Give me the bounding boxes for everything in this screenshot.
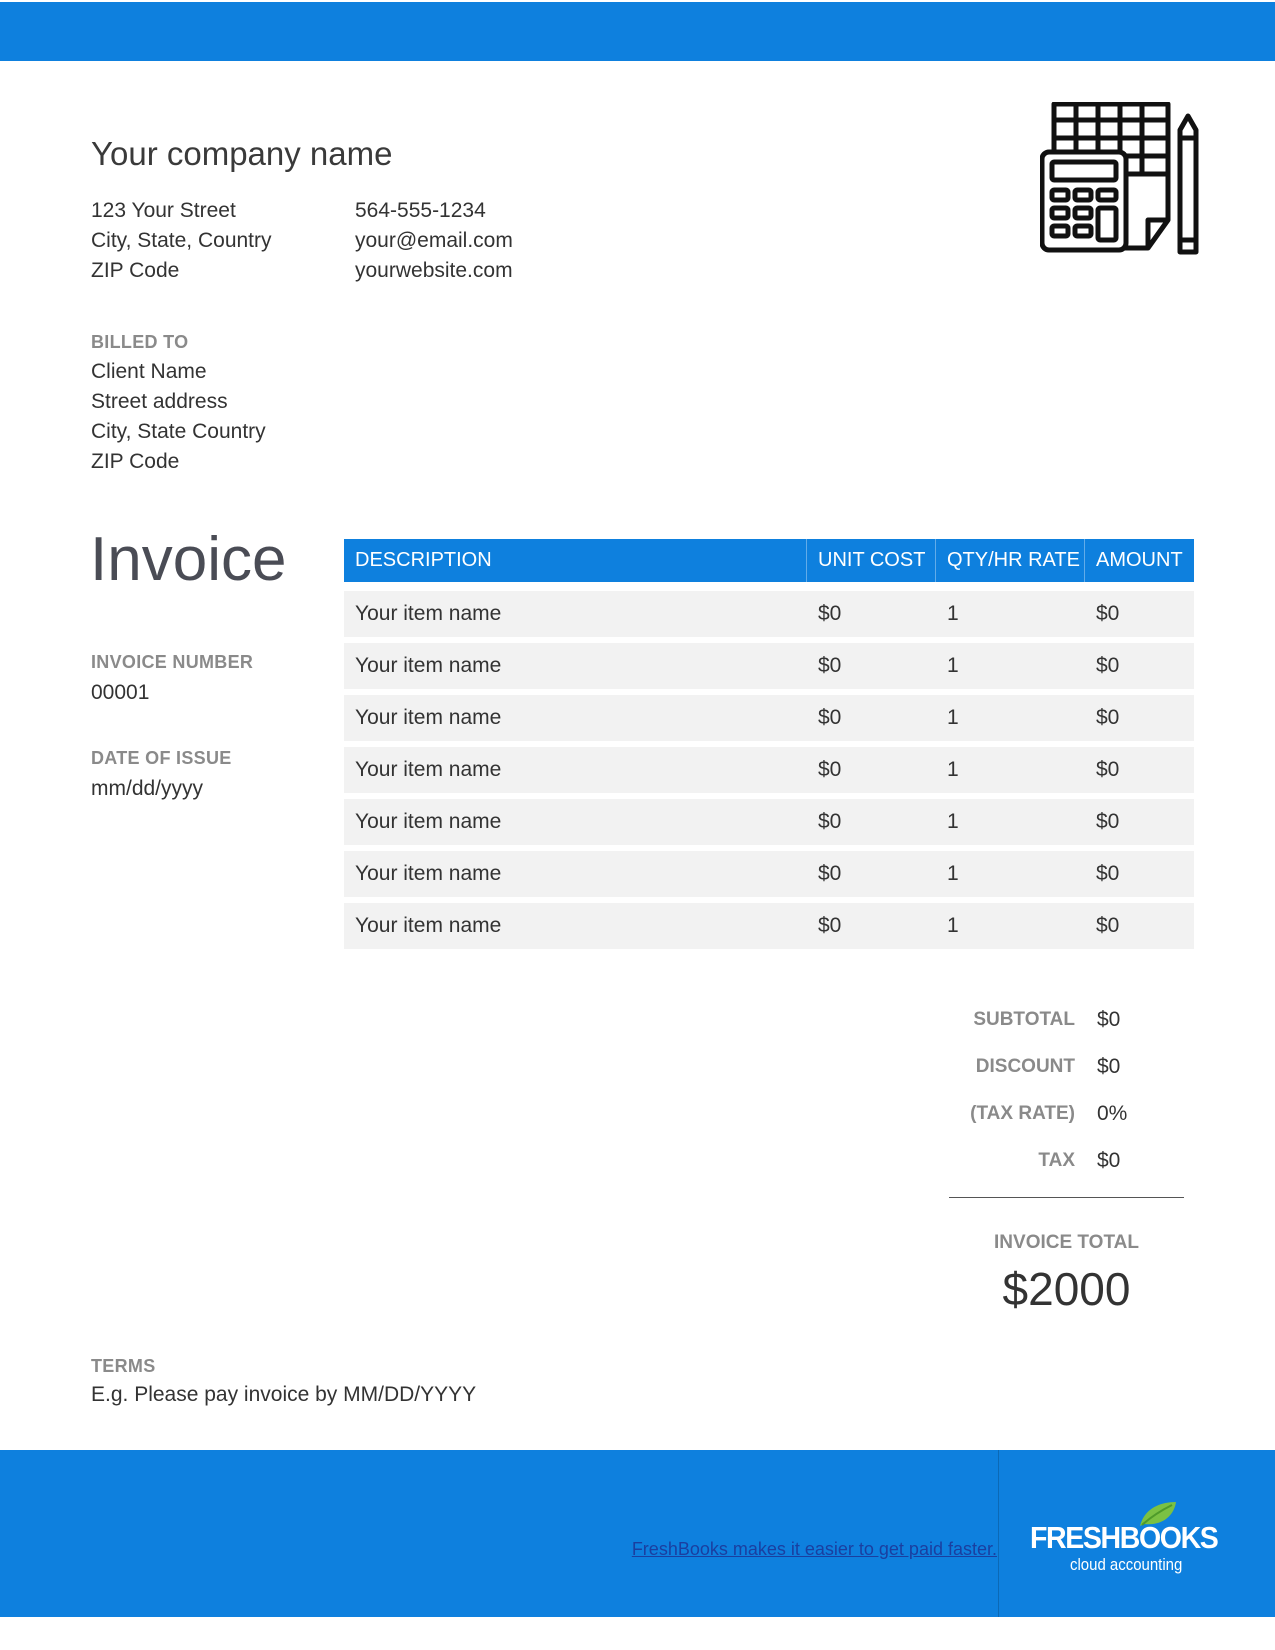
item-unit-cost: $0 — [818, 706, 842, 729]
item-unit-cost: $0 — [818, 914, 842, 937]
table-row — [344, 591, 1194, 637]
table-row — [344, 851, 1194, 897]
item-description: Your item name — [355, 758, 502, 781]
table-row — [344, 747, 1194, 793]
footer-divider — [998, 1450, 999, 1617]
footer-banner — [0, 1450, 1275, 1617]
item-description: Your item name — [355, 602, 502, 625]
tax-rate-value: 0% — [1097, 1101, 1128, 1125]
invoice-number-block — [91, 652, 253, 705]
tax-rate-label: (TAX RATE) — [970, 1102, 1075, 1124]
invoice-number: 00001 — [91, 681, 150, 704]
item-description: Your item name — [355, 706, 502, 729]
totals-summary — [900, 996, 1200, 1184]
address-line: ZIP Code — [91, 259, 180, 282]
table-row — [344, 903, 1194, 949]
client-zip: ZIP Code — [91, 450, 180, 473]
client-name: Client Name — [91, 360, 207, 383]
item-qty: 1 — [947, 654, 959, 677]
company-phone: 564-555-1234 — [355, 199, 486, 222]
item-description: Your item name — [355, 810, 502, 833]
item-description: Your item name — [355, 914, 502, 937]
totals-divider — [949, 1197, 1184, 1198]
header-amount: AMOUNT — [1096, 549, 1183, 571]
table-body — [344, 591, 1194, 949]
item-qty: 1 — [947, 810, 959, 833]
tax-row — [900, 1137, 1200, 1184]
top-banner — [0, 2, 1275, 61]
item-qty: 1 — [947, 758, 959, 781]
item-description: Your item name — [355, 654, 502, 677]
item-amount: $0 — [1096, 862, 1120, 885]
terms-label: TERMS — [91, 1356, 156, 1376]
address-line: City, State, Country — [91, 229, 272, 252]
item-unit-cost: $0 — [818, 602, 842, 625]
invoice-number-label: INVOICE NUMBER — [91, 652, 254, 672]
item-amount: $0 — [1096, 758, 1120, 781]
items-table — [344, 539, 1194, 955]
brand-name: FRESHBOOKS — [1030, 1520, 1218, 1555]
item-qty: 1 — [947, 914, 959, 937]
terms-block — [91, 1356, 476, 1407]
item-qty: 1 — [947, 862, 959, 885]
address-line: 123 Your Street — [91, 199, 236, 222]
company-contact — [355, 196, 513, 286]
billed-to-label: BILLED TO — [91, 332, 189, 352]
subtotal-label: SUBTOTAL — [973, 1008, 1075, 1030]
item-unit-cost: $0 — [818, 758, 842, 781]
header-qty-rate: QTY/HR RATE — [936, 539, 1085, 582]
discount-value: $0 — [1097, 1054, 1121, 1078]
freshbooks-promo-link[interactable]: FreshBooks makes it easier to get paid faster. — [631, 1539, 997, 1559]
item-amount: $0 — [1096, 602, 1120, 625]
header-description: DESCRIPTION — [344, 539, 807, 582]
item-amount: $0 — [1096, 810, 1120, 833]
header-unit-cost: UNIT COST — [807, 539, 936, 582]
table-row — [344, 695, 1194, 741]
calculator-ledger-icon — [1040, 102, 1200, 265]
item-description: Your item name — [355, 862, 502, 885]
item-amount: $0 — [1096, 706, 1120, 729]
client-street: Street address — [91, 390, 228, 413]
subtotal-value: $0 — [1097, 1007, 1121, 1031]
item-amount: $0 — [1096, 914, 1120, 937]
date-of-issue-label: DATE OF ISSUE — [91, 748, 232, 768]
tax-rate-row — [900, 1090, 1200, 1137]
terms-text: E.g. Please pay invoice by MM/DD/YYYY — [91, 1383, 477, 1406]
company-name: Your company name — [91, 135, 393, 172]
tax-label: TAX — [1038, 1149, 1075, 1171]
client-city: City, State Country — [91, 420, 266, 443]
item-amount: $0 — [1096, 654, 1120, 677]
brand-tagline: cloud accounting — [1070, 1555, 1183, 1574]
subtotal-row — [900, 996, 1200, 1043]
billed-to — [91, 332, 266, 477]
date-of-issue-block — [91, 748, 232, 801]
table-row — [344, 643, 1194, 689]
table-header — [344, 539, 1194, 582]
item-qty: 1 — [947, 602, 959, 625]
invoice-title: Invoice — [90, 525, 287, 594]
freshbooks-logo[interactable] — [1030, 1500, 1218, 1580]
date-of-issue: mm/dd/yyyy — [91, 777, 204, 800]
discount-label: DISCOUNT — [975, 1055, 1075, 1077]
tax-value: $0 — [1097, 1148, 1121, 1172]
item-unit-cost: $0 — [818, 654, 842, 677]
item-unit-cost: $0 — [818, 862, 842, 885]
discount-row — [900, 1043, 1200, 1090]
table-row — [344, 799, 1194, 845]
item-qty: 1 — [947, 706, 959, 729]
company-email: your@email.com — [355, 229, 513, 252]
invoice-total-label: INVOICE TOTAL — [994, 1232, 1139, 1253]
company-address — [91, 196, 272, 286]
item-unit-cost: $0 — [818, 810, 842, 833]
invoice-total-value: $2000 — [1002, 1263, 1131, 1315]
company-website: yourwebsite.com — [355, 259, 513, 282]
